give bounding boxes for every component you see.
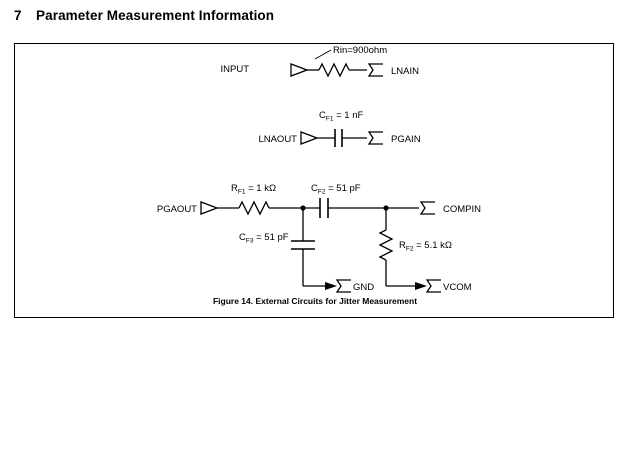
port-symbol-pgaout [201, 202, 217, 214]
circuit-lnaout-pgain [258, 110, 420, 147]
port-label-pgaout: PGAOUT [156, 204, 197, 215]
component-label-rf2-name: R [399, 240, 406, 251]
leader-line-rin [315, 50, 331, 59]
component-label-rf2-sub: F2 [405, 245, 414, 253]
port-symbol-vcom [427, 280, 441, 292]
component-label-cf2-value: = 51 pF [325, 183, 361, 194]
section-title: Parameter Measurement Information [36, 8, 275, 23]
section-number: 7 [14, 8, 22, 23]
port-label-pgain: PGAIN [391, 134, 421, 145]
port-symbol-pgain [369, 132, 383, 144]
port-label-gnd: GND [353, 282, 375, 293]
component-label-cf3-value: = 51 pF [253, 232, 289, 243]
port-label-lnain: LNAIN [391, 66, 419, 77]
port-symbol-input [291, 64, 307, 76]
port-label-input: INPUT [220, 64, 249, 75]
arrow-vcom [415, 282, 427, 290]
component-label-rf1-name: R [231, 183, 238, 194]
component-label-rf2 [399, 240, 452, 253]
component-label-cf3-name: C [239, 232, 246, 243]
port-label-vcom: VCOM [443, 282, 472, 293]
port-symbol-lnaout [301, 132, 317, 144]
component-label-rf1-value: = 1 kΩ [245, 183, 277, 194]
component-label-cf2 [311, 183, 361, 196]
figure-container [14, 43, 614, 318]
component-label-cf3 [239, 232, 289, 245]
resistor-rf2 [380, 230, 392, 260]
component-label-rf1-sub: F1 [237, 188, 246, 196]
component-label-cf3-sub: F3 [245, 237, 254, 245]
component-label-cf2-sub: F2 [317, 188, 326, 196]
arrow-gnd [325, 282, 337, 290]
component-label-cf2-name: C [311, 183, 318, 194]
figure-caption: Figure 14. External Circuits for Jitter Measurement [212, 296, 418, 306]
component-label-cf1 [319, 110, 364, 123]
port-label-lnaout: LNAOUT [258, 134, 297, 145]
resistor-rf1 [239, 202, 269, 214]
component-label-rin: Rin=900ohm [333, 45, 388, 56]
port-symbol-gnd [337, 280, 351, 292]
resistor-rin [319, 64, 349, 76]
component-label-rf2-value: = 5.1 kΩ [413, 240, 452, 251]
port-symbol-lnain [369, 64, 383, 76]
component-label-cf1-name: C [319, 110, 326, 121]
circuit-lna-input [221, 45, 420, 77]
component-label-rf1 [231, 183, 276, 196]
page-title [14, 8, 274, 23]
component-label-cf1-value: = 1 nF [333, 110, 364, 121]
circuit-pgaout-compin [157, 183, 481, 293]
circuit-diagram [15, 44, 615, 319]
port-symbol-compin [421, 202, 435, 214]
component-label-cf1-sub: F1 [325, 115, 334, 123]
port-label-compin: COMPIN [443, 204, 481, 215]
